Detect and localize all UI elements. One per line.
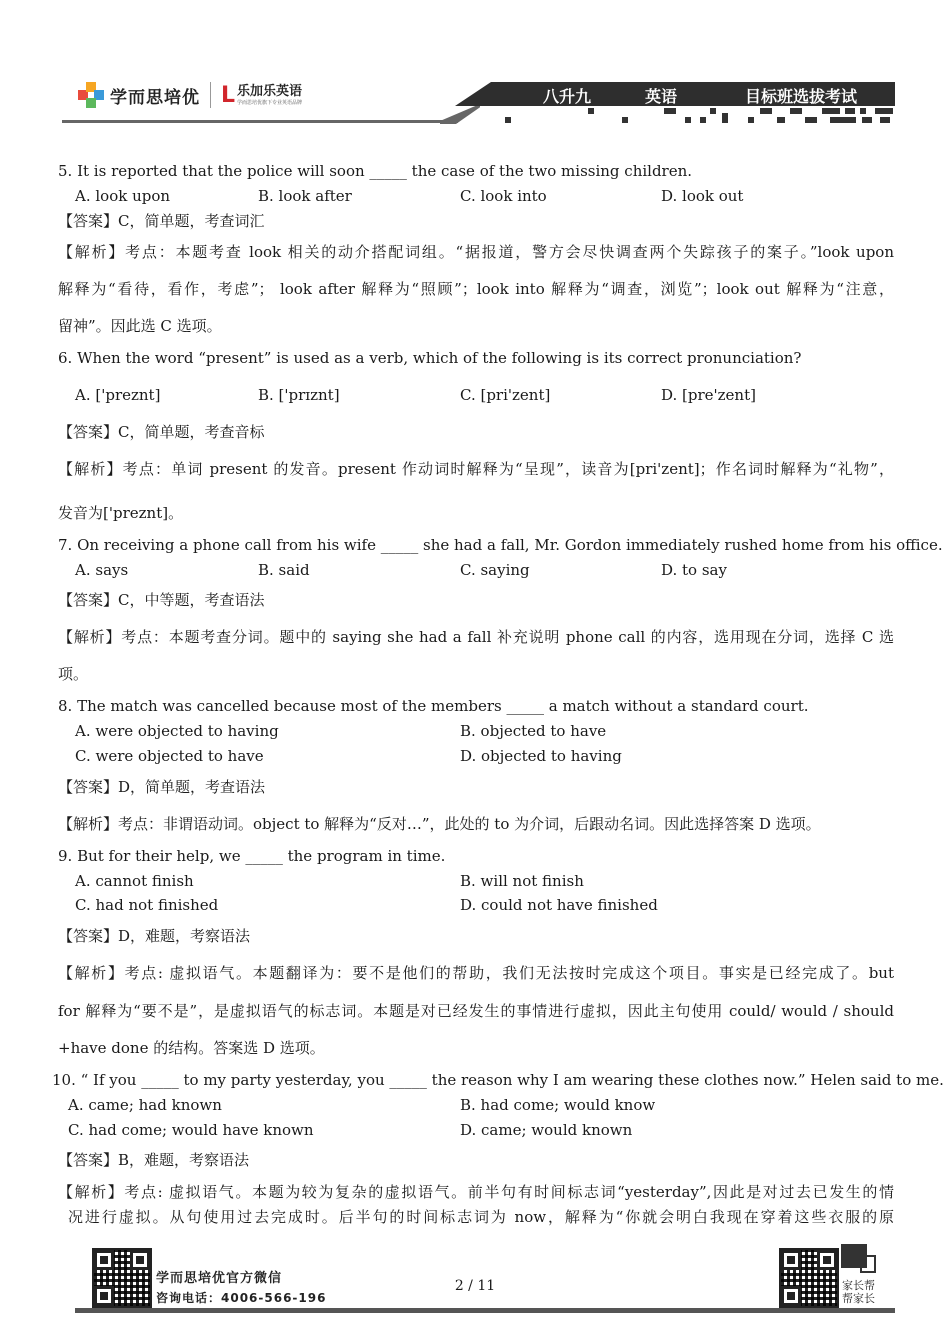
answer: 【答案】D，简单题，考查语法 bbox=[58, 778, 266, 796]
page-header bbox=[0, 0, 950, 135]
question-stem: 7. On receiving a phone call from his wife _____ she had a fall, Mr. Gordon immediately rushed home from his office. bbox=[58, 536, 943, 554]
option-c: C. saying bbox=[460, 561, 530, 579]
question-stem: 9. But for their help, we _____ the program in time. bbox=[58, 847, 446, 865]
answer: 【答案】D，难题，考察语法 bbox=[58, 927, 251, 945]
page-number: 2 / 11 bbox=[454, 1278, 496, 1294]
header-rule bbox=[62, 120, 458, 123]
answer: 【答案】C，简单题，考查音标 bbox=[58, 423, 265, 441]
brand-divider bbox=[210, 82, 211, 108]
option-a: A. came; had known bbox=[68, 1096, 222, 1114]
question-stem: 6. When the word “present” is used as a verb, which of the following is its correct pronunciation? bbox=[58, 349, 802, 367]
explanation-line: 解释为“看待，看作，考虑”； look after 解释为“照顾”；look into 解释为“调查，浏览”；look out 解释为“注意， bbox=[58, 280, 894, 298]
question-stem: 8. The match was cancelled because most of the members _____ a match without a standard court. bbox=[58, 697, 809, 715]
footer-rule bbox=[75, 1308, 895, 1313]
explanation-line: 【解析】考点: 虚拟语气。本题翻译为：要不是他们的帮助，我们无法按时完成这个项目。事实是已经完成了。but bbox=[58, 964, 894, 982]
option-d: D. to say bbox=[661, 561, 727, 579]
lejiale-logo-icon: L bbox=[221, 82, 236, 108]
question-stem: 10. “ If you _____ to my party yesterday, you _____ the reason why I am wearing these clothes now.” Helen said to me. bbox=[52, 1071, 944, 1089]
explanation-line: 【解析】考点：单词 present 的发音。present 作动词时解释为“呈现”，读音为[pri'zent]；作名词时解释为“礼物”， bbox=[58, 460, 894, 478]
jiazhangbang-logo-icon bbox=[841, 1244, 877, 1274]
header-subject: 英语 bbox=[645, 87, 678, 106]
answer: 【答案】C，简单题，考查词汇 bbox=[58, 212, 265, 230]
option-a: A. says bbox=[75, 561, 129, 579]
explanation-line: 【解析】考点：本题考查分词。题中的 saying she had a fall 补充说明 phone call 的内容，选用现在分词，选择 C 选 bbox=[58, 628, 894, 646]
brand-logos bbox=[78, 82, 302, 108]
explanation-line: 【解析】考点：非谓语动词。object to 解释为“反对…”，此处的 to 为介词，后跟动名词。因此选择答案 D 选项。 bbox=[58, 815, 821, 833]
explanation-line: 况进行虚拟。从句使用过去完成时。后半句的时间标志词为 now，解释为“你就会明白我现在穿着这些衣服的原 bbox=[68, 1208, 894, 1226]
header-exam-title: 目标班选拔考试 bbox=[745, 87, 858, 106]
explanation-line: 发音为['preznt]。 bbox=[58, 504, 184, 522]
option-a: A. cannot finish bbox=[75, 872, 194, 890]
explanation-line: 项。 bbox=[58, 665, 89, 683]
question-stem: 5. It is reported that the police will soon _____ the case of the two missing children. bbox=[58, 162, 693, 180]
option-c: C. were objected to have bbox=[75, 747, 264, 765]
header-grade: 八升九 bbox=[543, 87, 592, 106]
explanation-line: 【解析】考点：本题考查 look 相关的动介搭配词组。“据报道，警方会尽快调查两个失踪孩子的案子。”look upon bbox=[58, 243, 894, 261]
explanation-line: +have done 的结构。答案选 D 选项。 bbox=[58, 1039, 325, 1057]
jiazhangbang-label bbox=[842, 1279, 875, 1305]
explanation-line: 留神”。因此选 C 选项。 bbox=[58, 317, 222, 335]
option-b: B. had come; would know bbox=[460, 1096, 656, 1114]
explanation-line: for 解释为“要不是”，是虚拟语气的标志词。本题是对已经发生的事情进行虚拟，因此主句使用 could/ would / should bbox=[58, 1002, 894, 1020]
option-b: B. said bbox=[258, 561, 310, 579]
answer: 【答案】C，中等题，考查语法 bbox=[58, 591, 265, 609]
option-d: D. [pre'zent] bbox=[661, 386, 756, 404]
option-d: D. look out bbox=[661, 187, 744, 205]
option-b: B. look after bbox=[258, 187, 352, 205]
brand2-name: 乐加乐英语 bbox=[237, 83, 303, 99]
option-d: D. could not have finished bbox=[460, 896, 658, 914]
option-a: A. look upon bbox=[75, 187, 171, 205]
xueersi-logo-icon bbox=[78, 82, 104, 108]
consult-phone: 咨询电话：4006-566-196 bbox=[156, 1291, 327, 1305]
option-c: C. had come; would have known bbox=[68, 1121, 314, 1139]
option-c: C. look into bbox=[460, 187, 547, 205]
option-d: D. came; would known bbox=[460, 1121, 633, 1139]
option-b: B. ['prɪznt] bbox=[258, 386, 340, 404]
option-c: C. [pri'zent] bbox=[460, 386, 551, 404]
answer: 【答案】B，难题，考察语法 bbox=[58, 1151, 250, 1169]
option-d: D. objected to having bbox=[460, 747, 622, 765]
jiazhangbang-line-1: 家长帮 bbox=[842, 1279, 875, 1292]
option-a: A. ['preznt] bbox=[75, 386, 161, 404]
header-banner-slant bbox=[440, 104, 480, 124]
jiazhangbang-qr-code bbox=[779, 1248, 839, 1308]
wechat-title: 学而思培优官方微信 bbox=[156, 1271, 283, 1286]
brand2-subtitle: 学而思培优旗下专业英语品牌 bbox=[237, 99, 303, 106]
option-c: C. had not finished bbox=[75, 896, 219, 914]
jiazhangbang-line-2: 帮家长 bbox=[842, 1292, 875, 1305]
option-a: A. were objected to having bbox=[75, 722, 279, 740]
option-b: B. will not finish bbox=[460, 872, 584, 890]
explanation-line: 【解析】考点: 虚拟语气。本题为较为复杂的虚拟语气。前半句有时间标志词“yesterday”,因此是对过去已发生的情 bbox=[58, 1183, 894, 1201]
brand-name: 学而思培优 bbox=[110, 87, 200, 108]
option-b: B. objected to have bbox=[460, 722, 607, 740]
